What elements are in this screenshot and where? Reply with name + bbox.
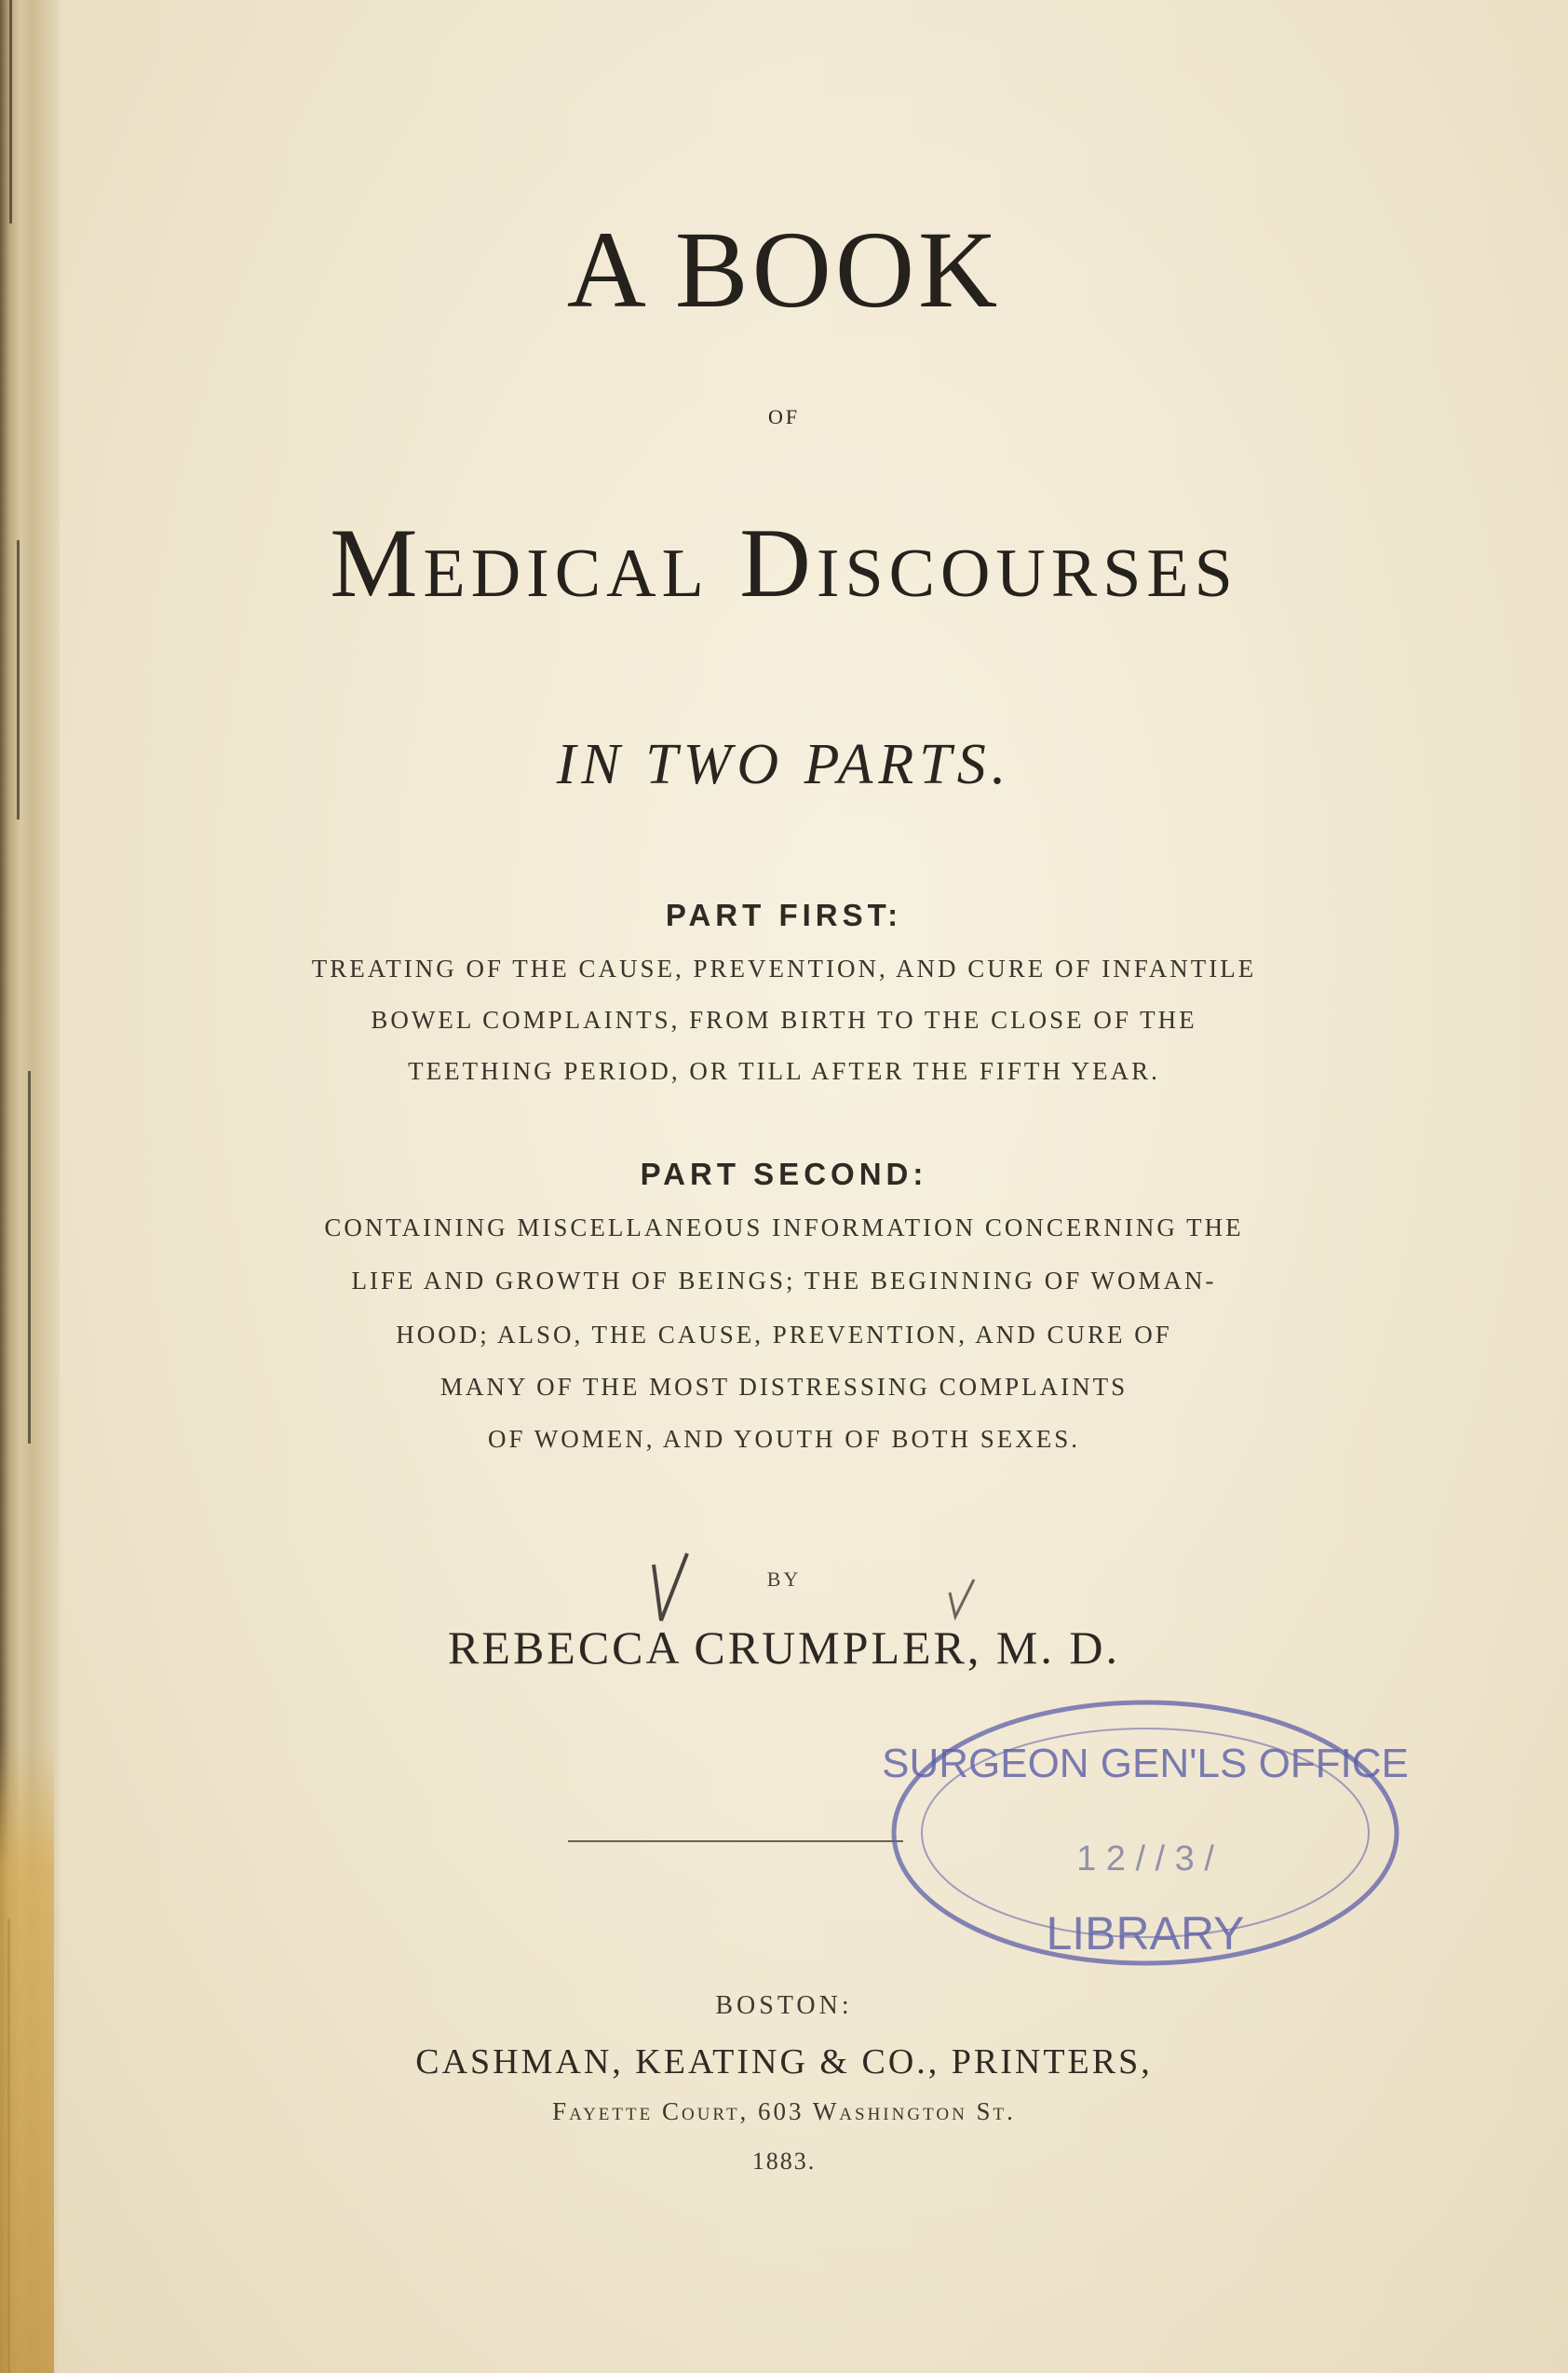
parts-line: IN TWO PARTS. bbox=[556, 733, 1012, 796]
imprint-address: Fayette Court, 603 Washington St. bbox=[552, 2097, 1016, 2125]
by-line: BY bbox=[766, 1567, 802, 1591]
author-name: REBECCA CRUMPLER, M. D. bbox=[448, 1621, 1120, 1674]
part-first-line: TEETHING PERIOD, OR TILL AFTER THE FIFTH YEAR. bbox=[408, 1057, 1160, 1085]
book-title: A BOOK bbox=[566, 209, 1002, 331]
stamp-top-text: SURGEON GEN'LS OFFICE bbox=[882, 1741, 1409, 1786]
part-second-line: OF WOMEN, AND YOUTH OF BOTH SEXES. bbox=[487, 1425, 1081, 1453]
part-second-line: CONTAINING MISCELLANEOUS INFORMATION CONCERNING THE bbox=[324, 1214, 1244, 1241]
subtitle-text: Medical Discourses bbox=[330, 508, 1238, 617]
spine-line bbox=[9, 0, 12, 224]
imprint-city: BOSTON: bbox=[715, 1991, 853, 2020]
divider-rule bbox=[568, 1840, 903, 1842]
part-second-line: HOOD; ALSO, THE CAUSE, PREVENTION, AND CURE OF bbox=[396, 1321, 1172, 1349]
imprint-printer: CASHMAN, KEATING & CO., PRINTERS, bbox=[415, 2042, 1153, 2081]
stamp-handwritten-number: 1 2 / / 3 / bbox=[1076, 1839, 1214, 1878]
library-stamp bbox=[866, 1684, 1443, 1982]
stamp-bottom-text: LIBRARY bbox=[1046, 1907, 1245, 1959]
part-first-line: BOWEL COMPLAINTS, FROM BIRTH TO THE CLOSE OF THE bbox=[371, 1006, 1197, 1034]
part-first-heading: PART FIRST: bbox=[665, 898, 903, 932]
part-second-heading: PART SECOND: bbox=[640, 1157, 928, 1191]
book-subtitle bbox=[0, 507, 1568, 620]
imprint-year: 1883. bbox=[751, 2148, 817, 2175]
part-first-line: TREATING OF THE CAUSE, PREVENTION, AND CURE OF INFANTILE bbox=[311, 955, 1257, 983]
part-second-line: LIFE AND GROWTH OF BEINGS; THE BEGINNING OF WOMAN- bbox=[351, 1267, 1217, 1295]
part-second-line: MANY OF THE MOST DISTRESSING COMPLAINTS bbox=[439, 1373, 1129, 1401]
title-connector: OF bbox=[767, 405, 801, 428]
